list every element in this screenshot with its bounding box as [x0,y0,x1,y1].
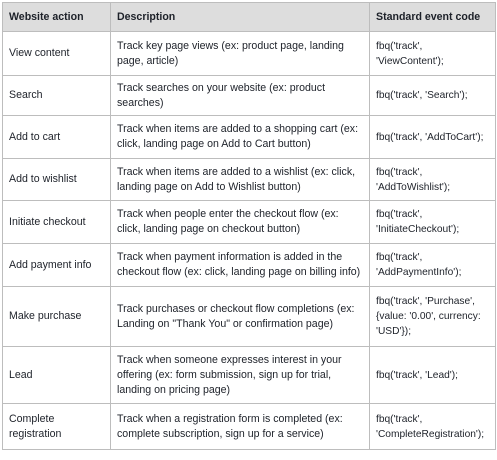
column-header-website-action: Website action [3,3,111,32]
website-action-cell: Lead [3,347,111,404]
website-action-cell: Complete registration [3,404,111,450]
event-code-cell: fbq('track', 'Lead'); [370,347,496,404]
description-cell: Track purchases or checkout flow completions (ex: Landing on "Thank You" or confirmation page) [111,287,370,347]
event-code-cell: fbq('track', 'InitiateCheckout'); [370,201,496,244]
event-code-cell: fbq('track', 'AddPaymentInfo'); [370,244,496,287]
event-code-cell: fbq('track', 'AddToWishlist'); [370,159,496,201]
table-row [3,287,496,347]
description-cell: Track when a registration form is completed (ex: complete subscription, sign up for a service) [111,404,370,450]
table-row [3,116,496,159]
table-row [3,76,496,116]
event-code-cell: fbq('track', 'Search'); [370,76,496,116]
table-row [3,32,496,76]
event-code-cell: fbq('track', 'ViewContent'); [370,32,496,76]
standard-events-table [2,2,496,450]
table-row [3,244,496,287]
event-code-cell: fbq('track', 'AddToCart'); [370,116,496,159]
event-code-cell: fbq('track', 'Purchase', {value: '0.00', currency: 'USD'}); [370,287,496,347]
description-cell: Track searches on your website (ex: product searches) [111,76,370,116]
description-cell: Track when items are added to a wishlist (ex: click, landing page on Add to Wishlist button) [111,159,370,201]
description-cell: Track when people enter the checkout flow (ex: click, landing page on checkout button) [111,201,370,244]
website-action-cell: Add payment info [3,244,111,287]
table-row [3,347,496,404]
website-action-cell: View content [3,32,111,76]
website-action-cell: Add to wishlist [3,159,111,201]
description-cell: Track key page views (ex: product page, landing page, article) [111,32,370,76]
table-header-row [3,3,496,32]
description-cell: Track when payment information is added in the checkout flow (ex: click, landing page on billing info) [111,244,370,287]
table-row [3,404,496,450]
column-header-description: Description [111,3,370,32]
table-row [3,159,496,201]
description-cell: Track when someone expresses interest in your offering (ex: form submission, sign up for trial, landing on pricing page) [111,347,370,404]
event-code-cell: fbq('track', 'CompleteRegistration'); [370,404,496,450]
website-action-cell: Add to cart [3,116,111,159]
column-header-standard-event-code: Standard event code [370,3,496,32]
description-cell: Track when items are added to a shopping cart (ex: click, landing page on Add to Cart button) [111,116,370,159]
website-action-cell: Search [3,76,111,116]
table-row [3,201,496,244]
website-action-cell: Initiate checkout [3,201,111,244]
website-action-cell: Make purchase [3,287,111,347]
